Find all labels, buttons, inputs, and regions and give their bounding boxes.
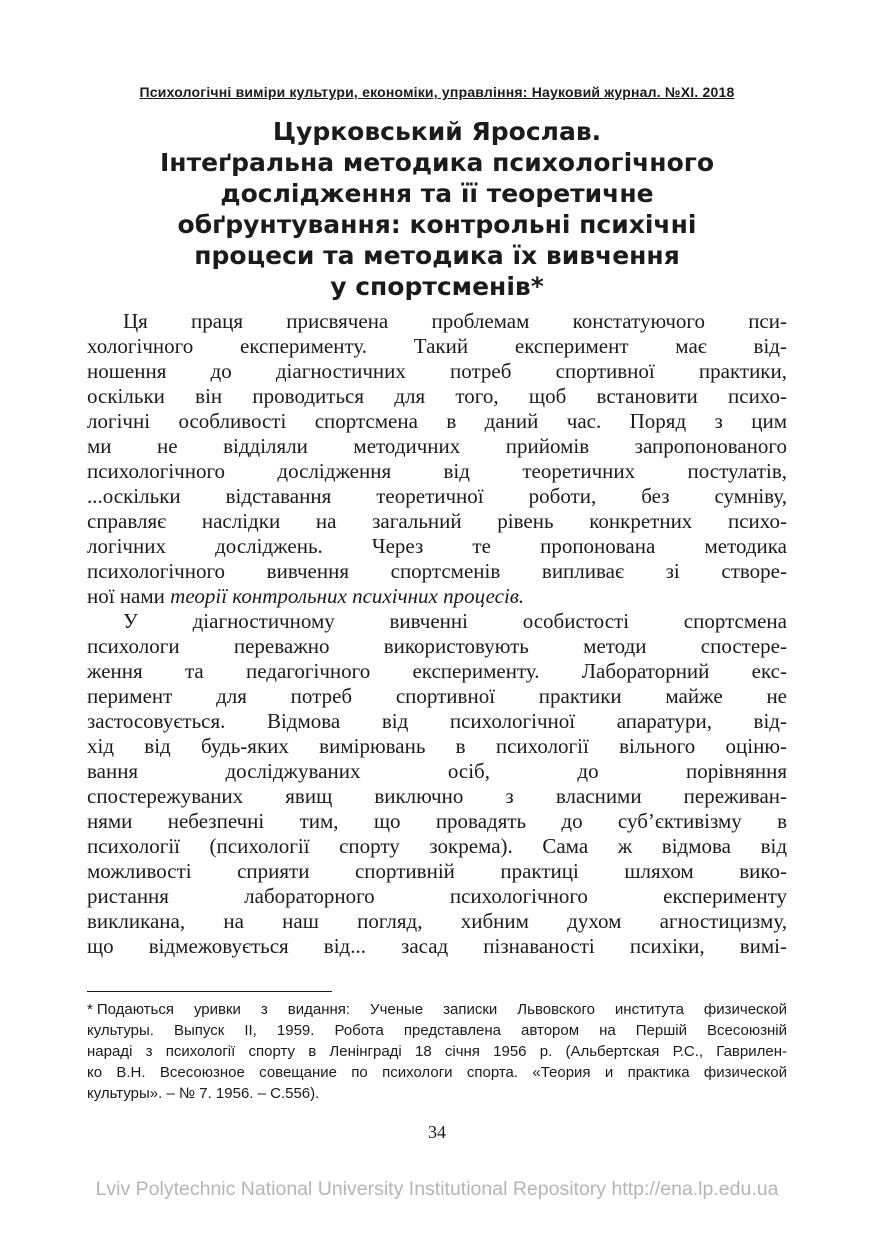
- italic-phrase: теорії контрольних психічних процесів.: [170, 584, 525, 608]
- footnote-line: культуры». – № 7. 1956. – С.556).: [87, 1085, 320, 1102]
- footnote: [87, 999, 787, 1104]
- title-line: процеси та методика їх вивчення: [194, 241, 680, 270]
- footnote-line: культуры. Выпуск II, 1959. Робота представлена автором на Першій Всесоюзній: [87, 1022, 787, 1039]
- body-line: психологічного дослідження від теоретичних постулатів,: [87, 459, 787, 483]
- body-line: ної нами теорії контрольних психічних процесів.: [87, 584, 525, 608]
- body-line: ження та педагогічного експерименту. Лабораторний екс-: [87, 659, 787, 683]
- body-line: логічних досліджень. Через те пропонована методика: [87, 534, 787, 558]
- title-line: обґрунтування: контрольні психічні: [177, 210, 697, 239]
- body-line: хід від будь-яких вимірювань в психології вільного оціню-: [87, 734, 787, 758]
- footnote-line: * Подаються уривки з видання: Ученые записки Львовского института физической: [87, 1001, 787, 1018]
- body-line: хологічного експерименту. Такий експеримент має від-: [87, 334, 787, 358]
- body-line: вання досліджуваних осіб, до порівняння: [87, 759, 787, 783]
- article-body: [87, 309, 787, 959]
- title-line: Цурковський Ярослав.: [272, 117, 602, 146]
- body-line: нями небезпечні тим, що провадять до суб’єктивізму в: [87, 809, 787, 833]
- body-line: застосовується. Відмова від психологічної апаратури, від-: [87, 709, 787, 733]
- body-line: оскільки він проводиться для того, щоб встановити психо-: [87, 384, 787, 408]
- title-line: дослідження та її теоретичне: [220, 179, 654, 208]
- article-title: [57, 116, 817, 302]
- footnote-line: нараді з психології спорту в Ленінграді 18 січня 1956 р. (Альбертская Р.С., Гаврилен-: [87, 1043, 787, 1060]
- body-line: перимент для потреб спортивної практики майже не: [87, 684, 787, 708]
- paragraph: [87, 309, 787, 609]
- title-line: у спортсменів*: [330, 272, 544, 301]
- footnote-marker: *: [87, 1001, 93, 1018]
- footnote-line: ко В.Н. Всесоюзное совещание по психологи спорта. «Теория и практика физической: [87, 1064, 787, 1081]
- footnote-separator: [87, 991, 332, 992]
- title-line: Інтеґральна методика психологічного: [160, 148, 714, 177]
- body-line: Ця праця присвячена проблемам констатуючого пси-: [123, 309, 787, 333]
- page-number: 34: [428, 1122, 446, 1142]
- body-line: ...оскільки відставання теоретичної роботи, без сумніву,: [87, 484, 787, 508]
- paragraph: [87, 609, 787, 959]
- body-line: ми не відділяли методичних прийомів запропонованого: [87, 434, 787, 458]
- journal-header: Психологічні виміри культури, економіки, управління: Науковий журнал. №XI. 2018: [139, 84, 735, 100]
- body-line: справляє наслідки на загальний рівень конкретних психо-: [87, 509, 787, 533]
- body-line: психологи переважно використовують методи спостере-: [87, 634, 787, 658]
- body-line: можливості сприяти спортивній практиці шляхом вико-: [87, 859, 787, 883]
- body-line: У діагностичному вивченні особистості спортсмена: [123, 609, 787, 633]
- body-line: психологічного вивчення спортсменів випливає зі створе-: [87, 559, 787, 583]
- body-line: спостережуваних явищ виключно з власними переживан-: [87, 784, 787, 808]
- repository-footer: Lviv Polytechnic National University Institutional Repository http://ena.lp.edu.ua: [95, 1178, 779, 1200]
- body-line: ристання лабораторного психологічного експерименту: [87, 884, 787, 908]
- body-line: викликана, на наш погляд, хибним духом агностицизму,: [87, 909, 787, 933]
- body-line: що відмежовується від... засад пізнаваності психіки, вимі-: [87, 934, 787, 958]
- body-line: логічні особливості спортсмена в даний час. Поряд з цим: [87, 409, 787, 433]
- body-line: ношення до діагностичних потреб спортивної практики,: [87, 359, 787, 383]
- body-line: психології (психології спорту зокрема). Сама ж відмова від: [87, 834, 787, 858]
